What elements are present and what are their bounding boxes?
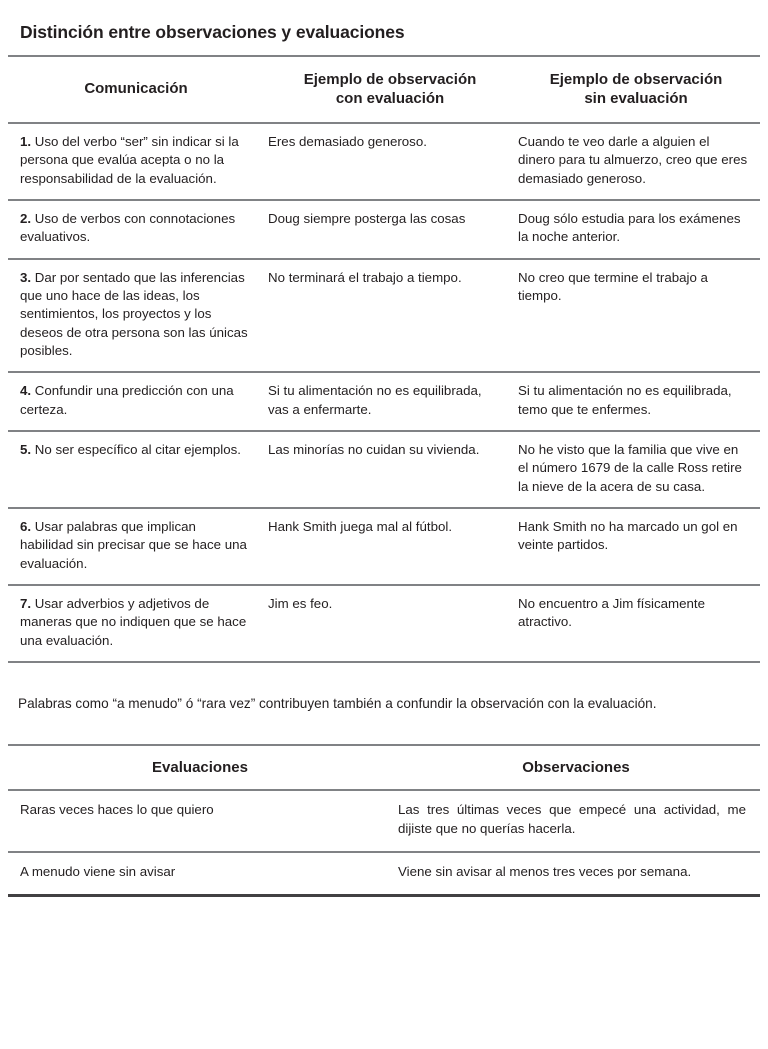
- cell-con-evaluacion: Eres demasiado generoso.: [268, 123, 518, 200]
- column-header-sin-evaluacion-line1: Ejemplo de observación: [549, 71, 723, 89]
- cell-con-evaluacion: Las minorías no cuidan su vivienda.: [268, 431, 518, 508]
- column-header-con-evaluacion: [268, 57, 518, 123]
- column-header-con-evaluacion-line2: con evaluación: [335, 89, 445, 107]
- bottom-table-body: [8, 790, 760, 895]
- cell-sin-evaluacion: Hank Smith no ha marcado un gol en veinte partidos.: [518, 508, 760, 585]
- column-header-evaluaciones: Evaluaciones: [8, 746, 392, 790]
- table-row: [8, 790, 760, 852]
- observations-evaluations-table: [8, 57, 760, 663]
- page-title: Distinción entre observaciones y evaluaciones: [20, 21, 405, 42]
- column-header-comunicacion: Comunicación: [8, 57, 268, 123]
- cell-con-evaluacion: Hank Smith juega mal al fútbol.: [268, 508, 518, 585]
- cell-con-evaluacion: Jim es feo.: [268, 585, 518, 662]
- cell-sin-evaluacion: No encuentro a Jim físicamente atractivo.: [518, 585, 760, 662]
- item-number: 7.: [20, 596, 32, 612]
- column-header-sin-evaluacion: [518, 57, 760, 123]
- cell-evaluacion: Raras veces haces lo que quiero: [8, 790, 392, 852]
- table-row: [8, 852, 760, 895]
- cell-comunicacion-text: Usar palabras que implican habilidad sin precisar que se hace una evaluación.: [20, 519, 247, 571]
- table-row: [8, 508, 760, 585]
- cell-sin-evaluacion: Si tu alimentación no es equilibrada, temo que te enfermes.: [518, 372, 760, 431]
- cell-comunicacion-text: Uso de verbos con connotaciones evaluativos.: [20, 210, 236, 245]
- cell-observacion: Las tres últimas veces que empecé una actividad, me dijiste que no querías hacerla.: [392, 790, 760, 852]
- cell-observacion: Viene sin avisar al menos tres veces por semana.: [392, 852, 760, 895]
- table-row: [8, 585, 760, 662]
- evaluaciones-observaciones-table: [8, 746, 760, 897]
- cell-comunicacion: [8, 508, 268, 585]
- cell-comunicacion: [8, 431, 268, 508]
- item-number: 6.: [20, 519, 32, 535]
- document-page: [0, 12, 768, 1049]
- table-row: [8, 372, 760, 431]
- cell-con-evaluacion: Doug siempre posterga las cosas: [268, 200, 518, 259]
- cell-comunicacion-text: No ser específico al citar ejemplos.: [34, 442, 241, 458]
- cell-sin-evaluacion: Doug sólo estudia para los exámenes la noche anterior.: [518, 200, 760, 259]
- cell-sin-evaluacion: No he visto que la familia que vive en el número 1679 de la calle Ross retire la nieve de la acera de su casa.: [518, 431, 760, 508]
- cell-sin-evaluacion: Cuando te veo darle a alguien el dinero para tu almuerzo, creo que eres demasiado generoso.: [518, 123, 760, 200]
- cell-comunicacion: [8, 123, 268, 200]
- item-number: 4.: [20, 383, 32, 399]
- item-number: 3.: [20, 269, 32, 285]
- column-header-sin-evaluacion-line2: sin evaluación: [584, 89, 688, 107]
- cell-comunicacion-text: Usar adverbios y adjetivos de maneras que no indiquen que se hace una evaluación.: [20, 596, 247, 648]
- cell-comunicacion: [8, 372, 268, 431]
- table-header-row: [8, 57, 760, 123]
- cell-comunicacion-text: Dar por sentado que las inferencias que uno hace de las ideas, los sentimientos, los proyectos y los deseos de otra persona son las únicas posibles.: [20, 269, 248, 358]
- cell-comunicacion-text: Uso del verbo “ser” sin indicar si la persona que evalúa acepta o no la responsabilidad de la evaluación.: [20, 133, 239, 186]
- table-header: [8, 57, 760, 123]
- cell-con-evaluacion: Si tu alimentación no es equilibrada, vas a enfermarte.: [268, 372, 518, 431]
- table-row: [8, 123, 760, 200]
- bottom-table-header-row: [8, 746, 760, 790]
- cell-evaluacion: A menudo viene sin avisar: [8, 852, 392, 895]
- item-number: 1.: [20, 133, 32, 149]
- cell-comunicacion: [8, 200, 268, 259]
- note-paragraph: Palabras como “a menudo” ó “rara vez” contribuyen también a confundir la observación con la evaluación.: [18, 695, 657, 711]
- cell-comunicacion: [8, 585, 268, 662]
- bottom-table-header: [8, 746, 760, 790]
- column-header-con-evaluacion-line1: Ejemplo de observación: [303, 71, 477, 89]
- table-row: [8, 259, 760, 373]
- item-number: 2.: [20, 210, 32, 226]
- table-row: [8, 200, 760, 259]
- table-body: [8, 123, 760, 662]
- cell-sin-evaluacion: No creo que termine el trabajo a tiempo.: [518, 259, 760, 373]
- column-header-observaciones: Observaciones: [392, 746, 760, 790]
- cell-con-evaluacion: No terminará el trabajo a tiempo.: [268, 259, 518, 373]
- item-number: 5.: [20, 442, 32, 458]
- cell-comunicacion-text: Confundir una predicción con una certeza.: [20, 383, 234, 417]
- cell-comunicacion: [8, 259, 268, 373]
- table-row: [8, 431, 760, 508]
